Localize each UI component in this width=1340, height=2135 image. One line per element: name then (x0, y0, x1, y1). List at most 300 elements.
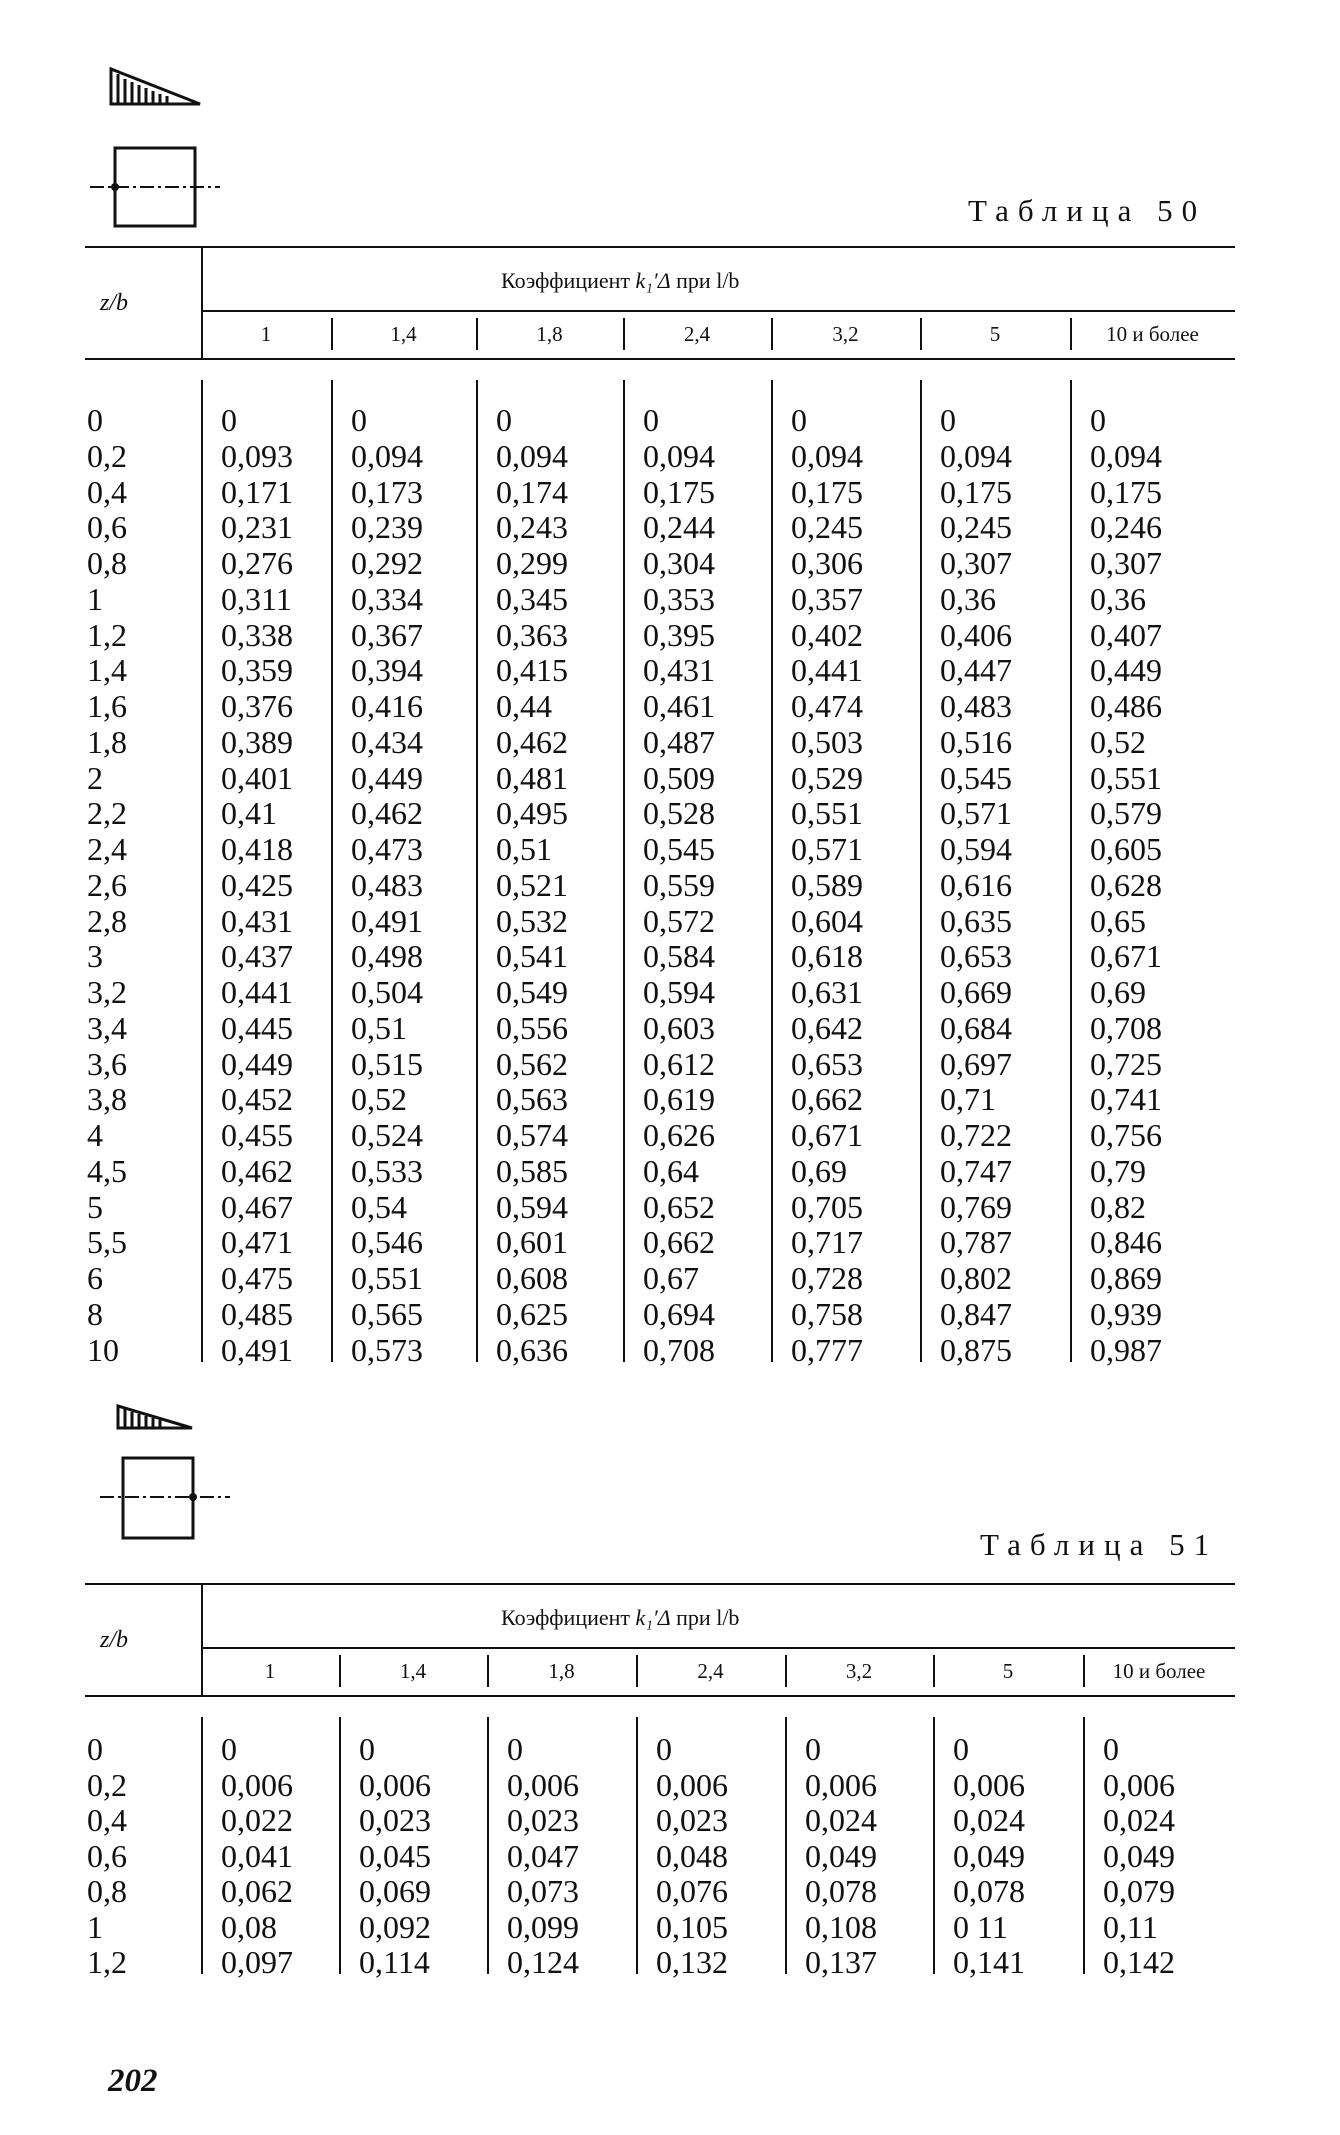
column-separator (476, 318, 478, 350)
row-z-value: 0,4 (87, 1802, 127, 1838)
table-cell: 0,684 (940, 1009, 1012, 1046)
table-cell: 0,076 (656, 1873, 728, 1909)
row-z-value: 1 (87, 580, 103, 617)
table-cell: 0,603 (643, 1009, 715, 1046)
table-cell: 0,747 (940, 1152, 1012, 1189)
table-cell: 0,671 (791, 1117, 863, 1153)
table-top-rule (85, 1583, 1235, 1585)
header-mid-rule (201, 310, 1235, 312)
table-cell: 0,245 (791, 509, 863, 546)
table-cell: 0,847 (940, 1295, 1012, 1332)
row-z-value: 2 (87, 759, 103, 796)
table-cell: 0 (359, 1731, 375, 1767)
table-cell: 0,741 (1090, 1081, 1162, 1118)
coefficient-header-prefix: Коэффициент (501, 1605, 636, 1630)
table-cell: 0,65 (1090, 902, 1146, 939)
table-cell: 0,441 (791, 652, 863, 689)
row-z-value: 0,8 (87, 545, 127, 581)
row-z-value: 2,8 (87, 902, 127, 939)
table-cell: 0,509 (643, 759, 715, 796)
table-row (85, 1731, 1235, 1767)
table-cell: 0,545 (643, 831, 715, 867)
table-cell: 0,171 (221, 473, 293, 510)
table-cell: 0,304 (643, 545, 715, 581)
table-cell: 0,708 (643, 1331, 715, 1368)
table-row (85, 1224, 1235, 1260)
table-row (85, 1153, 1235, 1189)
table-cell: 0,124 (507, 1944, 579, 1980)
table-cell: 0,401 (221, 759, 293, 796)
table-cell: 0,357 (791, 580, 863, 617)
table-cell: 0,584 (643, 938, 715, 975)
table-cell: 0,394 (351, 652, 423, 689)
table-cell: 0,345 (496, 580, 568, 617)
column-header: 1,8 (536, 322, 563, 346)
row-z-value: 0,8 (87, 1873, 127, 1909)
table-cell: 0,481 (496, 759, 568, 796)
table-row (85, 867, 1235, 903)
table-cell: 0,079 (1103, 1873, 1175, 1909)
table-cell: 0,594 (940, 831, 1012, 867)
column-separator (920, 318, 922, 350)
table-cell: 0,705 (791, 1188, 863, 1225)
table-cell: 0,093 (221, 437, 293, 474)
table-cell: 0,653 (791, 1045, 863, 1082)
table-cell: 0,475 (221, 1260, 293, 1296)
table-cell: 0,491 (221, 1331, 293, 1368)
table-cell: 0,717 (791, 1224, 863, 1261)
table-cell: 0,108 (805, 1908, 877, 1945)
column-header: 1,4 (399, 1659, 427, 1683)
row-z-value: 3,4 (87, 1009, 127, 1046)
table-cell: 0,049 (953, 1837, 1025, 1874)
table-cell: 0,579 (1090, 795, 1162, 832)
table-cell: 0,79 (1090, 1152, 1146, 1189)
table-cell: 0,41 (221, 795, 277, 832)
table-cell: 0,541 (496, 938, 568, 975)
table-row (85, 652, 1235, 688)
table-cell: 0,073 (507, 1873, 579, 1909)
table-row (85, 509, 1235, 545)
table-cell: 0,485 (221, 1295, 293, 1332)
table-cell: 0,551 (1090, 759, 1162, 796)
table-row (85, 688, 1235, 724)
table-cell: 0,546 (351, 1224, 423, 1261)
table-row (85, 1944, 1235, 1980)
table-cell: 0,006 (805, 1766, 877, 1803)
table-cell: 0,246 (1090, 509, 1162, 546)
table-cell: 0,402 (791, 616, 863, 653)
table-cell: 0,521 (496, 866, 568, 903)
table-cell: 0,359 (221, 652, 293, 689)
column-header: 2,4 (697, 1659, 724, 1683)
table-cell: 0,416 (351, 688, 423, 724)
table-cell: 0,625 (496, 1295, 568, 1332)
table-cell: 0,461 (643, 688, 715, 724)
row-z-value: 3,8 (87, 1081, 127, 1118)
table-cell: 0,173 (351, 473, 423, 510)
table-cell: 0,559 (643, 866, 715, 903)
table-cell: 0,722 (940, 1117, 1012, 1153)
table-cell: 0,142 (1103, 1944, 1175, 1980)
column-separator (339, 1655, 341, 1687)
table-cell: 0,334 (351, 580, 423, 617)
table-cell: 0,048 (656, 1837, 728, 1874)
table-cell: 0,078 (953, 1873, 1025, 1909)
table-cell: 0,049 (805, 1837, 877, 1874)
row-label-header: z/b (100, 290, 129, 316)
table-cell: 0,041 (221, 1837, 293, 1874)
coefficient-table (85, 1583, 1235, 1978)
table-cell: 0,563 (496, 1081, 568, 1118)
table-cell: 0 11 (953, 1908, 1008, 1945)
table-cell: 0,51 (496, 831, 552, 867)
table-cell: 0,64 (643, 1152, 699, 1189)
table-cell: 0,601 (496, 1224, 568, 1261)
table-row (85, 831, 1235, 867)
table-cell: 0,612 (643, 1045, 715, 1082)
table-row (85, 1802, 1235, 1838)
row-z-value: 0,2 (87, 1766, 127, 1803)
table-row (85, 474, 1235, 510)
table-row (85, 402, 1235, 438)
table-cell: 0,024 (1103, 1802, 1175, 1838)
row-z-value: 1 (87, 1908, 103, 1945)
page-number: 202 (108, 2063, 158, 2099)
table-cell: 0,875 (940, 1331, 1012, 1368)
table-cell: 0 (1103, 1731, 1119, 1767)
table-cell: 0,243 (496, 509, 568, 546)
table-cell: 0,097 (221, 1944, 293, 1980)
column-header: 1 (264, 1659, 276, 1683)
table-cell: 0,69 (791, 1152, 847, 1189)
table-cell: 0,635 (940, 902, 1012, 939)
table-cell: 0,594 (643, 974, 715, 1010)
row-z-value: 5,5 (87, 1224, 127, 1261)
table-row (85, 974, 1235, 1010)
table-cell: 0,551 (351, 1260, 423, 1296)
header-bottom-rule (85, 358, 1235, 360)
row-z-value: 1,4 (87, 652, 127, 689)
table-cell: 0,449 (1090, 652, 1162, 689)
table-cell: 0,245 (940, 509, 1012, 546)
table-cell: 0,389 (221, 723, 293, 760)
column-header: 3,2 (845, 1659, 873, 1683)
table-cell: 0,618 (791, 938, 863, 975)
row-z-value: 3,6 (87, 1045, 127, 1082)
table-cell: 0,44 (496, 688, 552, 724)
table-cell: 0,006 (507, 1766, 579, 1803)
table-cell: 0,338 (221, 616, 293, 653)
table-cell: 0,82 (1090, 1188, 1146, 1225)
row-z-value: 10 (87, 1331, 119, 1368)
row-z-value: 0,6 (87, 509, 127, 546)
row-z-value: 4,5 (87, 1152, 127, 1189)
table-cell: 0,094 (791, 437, 863, 474)
table-cell: 0,51 (351, 1009, 407, 1046)
coefficient-symbol: k₁′Δ (635, 1605, 671, 1630)
table-cell: 0,54 (351, 1188, 407, 1225)
table-cell: 0,006 (359, 1766, 431, 1803)
table-cell: 0,498 (351, 938, 423, 975)
table-cell: 0,802 (940, 1260, 1012, 1296)
table-cell: 0,787 (940, 1224, 1012, 1261)
table-cell: 0,092 (359, 1908, 431, 1945)
table-cell: 0,504 (351, 974, 423, 1010)
table-cell: 0,36 (1090, 580, 1146, 617)
row-z-value: 0,2 (87, 437, 127, 474)
table-cell: 0,987 (1090, 1331, 1162, 1368)
table-cell: 0,022 (221, 1802, 293, 1838)
column-header: 10 и более (1112, 1659, 1206, 1683)
table-cell: 0,533 (351, 1152, 423, 1189)
table-cell: 0,023 (359, 1802, 431, 1838)
table-cell: 0,174 (496, 473, 568, 510)
table-cell: 0,418 (221, 831, 293, 867)
table-cell: 0,311 (221, 580, 292, 617)
table-cell: 0,491 (351, 902, 423, 939)
table-cell: 0,642 (791, 1009, 863, 1046)
table-cell: 0,562 (496, 1045, 568, 1082)
table-cell: 0,571 (940, 795, 1012, 832)
table-cell: 0,094 (1090, 437, 1162, 474)
table-cell: 0 (953, 1731, 969, 1767)
table-cell: 0,045 (359, 1837, 431, 1874)
table-cell: 0,636 (496, 1331, 568, 1368)
table-cell: 0,589 (791, 866, 863, 903)
coefficient-header (501, 268, 739, 294)
table-top-rule (85, 246, 1235, 248)
table-cell: 0,616 (940, 866, 1012, 903)
table-cell: 0,094 (940, 437, 1012, 474)
table-row (85, 760, 1235, 796)
table-cell: 0,455 (221, 1117, 293, 1153)
table-cell: 0,473 (351, 831, 423, 867)
column-header: 1 (260, 322, 272, 346)
table-caption: Таблица 51 (980, 1527, 1219, 1562)
table-cell: 0,437 (221, 938, 293, 975)
table-cell: 0,52 (351, 1081, 407, 1118)
table-row (85, 1189, 1235, 1225)
row-z-value: 0,6 (87, 1837, 127, 1874)
table-row (85, 1909, 1235, 1945)
table-cell: 0,445 (221, 1009, 293, 1046)
triangular-load-diagram-icon (115, 1403, 195, 1431)
coefficient-symbol: k₁′Δ (635, 268, 671, 293)
table-cell: 0,697 (940, 1045, 1012, 1082)
table-cell: 0,447 (940, 652, 1012, 689)
column-separator (201, 246, 203, 358)
table-row (85, 617, 1235, 653)
table-cell: 0,105 (656, 1908, 728, 1945)
table-cell: 0,474 (791, 688, 863, 724)
table-cell: 0,495 (496, 795, 568, 832)
table-cell: 0,556 (496, 1009, 568, 1046)
table-cell: 0,769 (940, 1188, 1012, 1225)
column-header: 1,4 (390, 322, 417, 346)
table-cell: 0,71 (940, 1081, 996, 1118)
table-cell: 0,846 (1090, 1224, 1162, 1261)
table-cell: 0,425 (221, 866, 293, 903)
table-cell: 0,094 (643, 437, 715, 474)
table-cell: 0 (791, 402, 807, 438)
table-cell: 0,67 (643, 1260, 699, 1296)
triangular-load-diagram-icon (108, 66, 203, 108)
table-cell: 0,462 (221, 1152, 293, 1189)
table-cell: 0,652 (643, 1188, 715, 1225)
table-row (85, 438, 1235, 474)
column-separator (1083, 1655, 1085, 1687)
table-cell: 0,434 (351, 723, 423, 760)
table-row (85, 545, 1235, 581)
table-cell: 0,483 (940, 688, 1012, 724)
coefficient-header-prefix: Коэффициент (501, 268, 636, 293)
table-cell: 0,175 (940, 473, 1012, 510)
row-z-value: 0 (87, 402, 103, 438)
table-cell: 0,441 (221, 974, 293, 1010)
table-cell: 0 (351, 402, 367, 438)
table-cell: 0,529 (791, 759, 863, 796)
table-cell: 0,431 (643, 652, 715, 689)
table-cell: 0,353 (643, 580, 715, 617)
foundation-plan-point-icon (98, 1455, 233, 1545)
table-cell: 0,605 (1090, 831, 1162, 867)
table-cell: 0 (221, 1731, 237, 1767)
table-cell: 0,471 (221, 1224, 293, 1261)
row-z-value: 3 (87, 938, 103, 975)
table-cell: 0,367 (351, 616, 423, 653)
row-z-value: 1,6 (87, 688, 127, 724)
coefficient-header-suffix: при l/b (670, 1605, 740, 1630)
table-cell: 0,653 (940, 938, 1012, 975)
table-cell: 0,487 (643, 723, 715, 760)
table-cell: 0,662 (791, 1081, 863, 1118)
row-z-value: 1,2 (87, 616, 127, 653)
table-cell: 0,572 (643, 902, 715, 939)
table-cell: 0,006 (221, 1766, 293, 1803)
column-header: 3,2 (832, 322, 859, 346)
column-header: 2,4 (683, 322, 711, 346)
table-cell: 0,292 (351, 545, 423, 581)
table-cell: 0,08 (221, 1908, 277, 1945)
table-cell: 0,608 (496, 1260, 568, 1296)
table-cell: 0,449 (221, 1045, 293, 1082)
row-z-value: 3,2 (87, 974, 127, 1010)
header-bottom-rule (85, 1695, 1235, 1697)
column-header: 1,8 (548, 1659, 575, 1683)
table-cell: 0,545 (940, 759, 1012, 796)
table-row (85, 1260, 1235, 1296)
table-row (85, 724, 1235, 760)
row-z-value: 0,4 (87, 473, 127, 510)
table-cell: 0 (496, 402, 512, 438)
table-cell: 0,094 (351, 437, 423, 474)
table-cell: 0,565 (351, 1295, 423, 1332)
column-header: 5 (989, 322, 1001, 346)
table-cell: 0,725 (1090, 1045, 1162, 1082)
column-separator (1070, 318, 1072, 350)
table-row (85, 1117, 1235, 1153)
table-cell: 0,307 (940, 545, 1012, 581)
table-cell: 0,431 (221, 902, 293, 939)
table-caption: Таблица 50 (968, 193, 1207, 228)
table-cell: 0,231 (221, 509, 293, 546)
table-cell: 0,239 (351, 509, 423, 546)
table-cell: 0,756 (1090, 1117, 1162, 1153)
table-cell: 0,023 (507, 1802, 579, 1838)
table-cell: 0,626 (643, 1117, 715, 1153)
table-row (85, 1081, 1235, 1117)
table-cell: 0,662 (643, 1224, 715, 1261)
table-cell: 0 (656, 1731, 672, 1767)
table-cell: 0,515 (351, 1045, 423, 1082)
table-cell: 0 (643, 402, 659, 438)
table-cell: 0,099 (507, 1908, 579, 1945)
table-cell: 0 (221, 402, 237, 438)
table-cell: 0 (1090, 402, 1106, 438)
column-separator (785, 1655, 787, 1687)
row-label-header: z/b (100, 1627, 129, 1653)
table-cell: 0,299 (496, 545, 568, 581)
table-row (85, 1838, 1235, 1874)
row-z-value: 0 (87, 1731, 103, 1767)
table-cell: 0,175 (643, 473, 715, 510)
table-cell: 0,023 (656, 1802, 728, 1838)
table-cell: 0,452 (221, 1081, 293, 1118)
table-cell: 0,062 (221, 1873, 293, 1909)
row-z-value: 2,6 (87, 866, 127, 903)
table-cell: 0,363 (496, 616, 568, 653)
table-cell: 0,503 (791, 723, 863, 760)
table-row (85, 795, 1235, 831)
row-z-value: 6 (87, 1260, 103, 1296)
table-cell: 0,467 (221, 1188, 293, 1225)
table-cell: 0,395 (643, 616, 715, 653)
row-z-value: 2,4 (87, 831, 127, 867)
table-cell: 0,406 (940, 616, 1012, 653)
column-separator (487, 1655, 489, 1687)
table-cell: 0,669 (940, 974, 1012, 1010)
table-cell: 0,141 (953, 1944, 1025, 1980)
table-cell: 0,777 (791, 1331, 863, 1368)
table-cell: 0,571 (791, 831, 863, 867)
table-cell: 0,36 (940, 580, 996, 617)
table-cell: 0,407 (1090, 616, 1162, 653)
table-cell: 0,307 (1090, 545, 1162, 581)
table-row (85, 581, 1235, 617)
table-cell: 0 (940, 402, 956, 438)
coefficient-table (85, 246, 1235, 1366)
row-z-value: 1,8 (87, 723, 127, 760)
table-cell: 0,69 (1090, 974, 1146, 1010)
row-z-value: 8 (87, 1295, 103, 1332)
table-cell: 0 (805, 1731, 821, 1767)
table-cell: 0,244 (643, 509, 715, 546)
table-row (85, 1046, 1235, 1082)
table-cell: 0,069 (359, 1873, 431, 1909)
table-row (85, 938, 1235, 974)
table-cell: 0,078 (805, 1873, 877, 1909)
table-cell: 0,728 (791, 1260, 863, 1296)
table-cell: 0,483 (351, 866, 423, 903)
column-separator (623, 318, 625, 350)
table-cell: 0,132 (656, 1944, 728, 1980)
table-cell: 0,708 (1090, 1009, 1162, 1046)
table-cell: 0,52 (1090, 723, 1146, 760)
table-cell: 0,006 (953, 1766, 1025, 1803)
coefficient-header (501, 1605, 739, 1631)
table-cell: 0,585 (496, 1152, 568, 1189)
